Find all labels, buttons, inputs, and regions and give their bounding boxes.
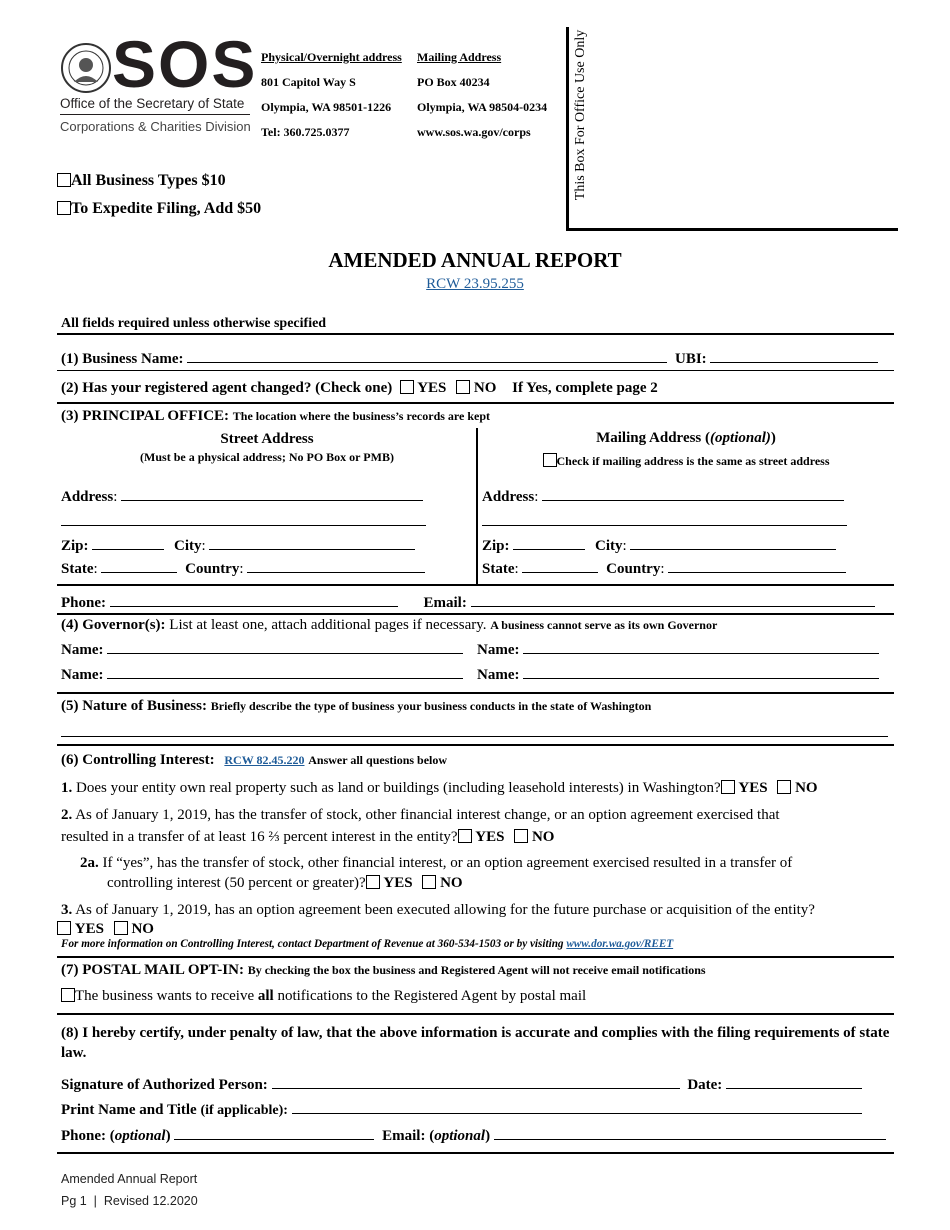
physical-address-block: [261, 45, 402, 145]
street-zip-field[interactable]: [92, 535, 164, 550]
agent-changed-row: (2) Has your registered agent changed? (Check one) YES NO If Yes, complete page 2: [61, 380, 658, 396]
office-contact-row: Phone: Email:: [61, 592, 875, 612]
fee-expedite: To Expedite Filing, Add $50: [57, 200, 261, 218]
rcw-link[interactable]: RCW 23.95.255: [426, 276, 524, 292]
street-country-field[interactable]: [247, 558, 425, 573]
q3-no-checkbox[interactable]: [114, 921, 128, 935]
sos-logo: [60, 27, 258, 138]
mailing-line3: www.sos.wa.gov/corps: [417, 125, 531, 139]
same-address-label: Check if mailing address is the same as street address: [556, 454, 830, 468]
governors-heading: (4) Governor(s): List at least one, attach additional pages if necessary. A business cannot serve as its own Governor: [61, 617, 718, 633]
state-seal-icon: [60, 42, 112, 94]
rcw-82-link[interactable]: RCW 82.45.220: [224, 753, 305, 767]
controlling-heading: (6) Controlling Interest: RCW 82.45.220 Answer all questions below: [61, 752, 448, 768]
street-note: (Must be a physical address; No PO Box or PMB): [140, 450, 394, 464]
governor-name-4[interactable]: [523, 664, 879, 679]
business-name-row: (1) Business Name: UBI:: [61, 348, 878, 368]
governor-name-1[interactable]: [107, 639, 463, 654]
footer-page: Pg 1 | Revised 12.2020: [61, 1194, 198, 1208]
mail-city-field[interactable]: [630, 535, 836, 550]
q2-yes-checkbox[interactable]: [458, 829, 472, 843]
business-name-field[interactable]: [187, 348, 667, 363]
expedite-checkbox[interactable]: [57, 201, 71, 215]
revenue-info: For more information on Controlling Interest, contact Department of Revenue at 360-534-1503 or by visiting www.dor.wa.gov/REET: [61, 938, 674, 950]
signer-phone-field[interactable]: [174, 1125, 374, 1140]
required-note: All fields required unless otherwise specified: [61, 316, 327, 331]
mailing-line2: Olympia, WA 98504-0234: [417, 100, 548, 114]
nature-of-business-field[interactable]: [61, 736, 888, 737]
question-1: 1. Does your entity own real property such as land or buildings (including leasehold interests) in Washington? YES NO: [61, 780, 818, 796]
mail-address-field[interactable]: [542, 486, 844, 501]
date-field[interactable]: [726, 1074, 862, 1089]
ubi-field[interactable]: [710, 348, 878, 363]
street-state-field[interactable]: [101, 558, 177, 573]
mailing-line1: PO Box 40234: [417, 75, 490, 89]
dor-reet-link[interactable]: www.dor.wa.gov/REET: [566, 938, 674, 950]
governor-name-2[interactable]: [523, 639, 879, 654]
contact-row: Phone: (optional) Email: (optional): [61, 1125, 886, 1145]
question-2a: 2a. If “yes”, has the transfer of stock, other financial interest, or an option agreement exercised resulted in a transfer of: [80, 855, 793, 871]
office-email-field[interactable]: [471, 592, 875, 607]
q2a-no-checkbox[interactable]: [422, 875, 436, 889]
office-use-box: [566, 27, 898, 231]
postal-optin-row: The business wants to receive all notifications to the Registered Agent by postal mail: [61, 988, 586, 1005]
mail-address-field-2[interactable]: [482, 525, 847, 526]
signature-field[interactable]: [272, 1074, 680, 1089]
office-phone-field[interactable]: [110, 592, 398, 607]
principal-office-heading: (3) PRINCIPAL OFFICE: The location where the business’s records are kept: [61, 408, 491, 424]
same-address-checkbox[interactable]: [543, 453, 557, 467]
division-name: Corporations & Charities Division: [60, 119, 251, 134]
street-title: Street Address: [220, 431, 314, 447]
postal-optin-heading: (7) POSTAL MAIL OPT-IN: By checking the box the business and Registered Agent will not receive email notifications: [61, 962, 706, 978]
governor-name-3[interactable]: [107, 664, 463, 679]
q3-yes-checkbox[interactable]: [57, 921, 71, 935]
mail-zip-field[interactable]: [513, 535, 585, 550]
agent-no-checkbox[interactable]: [456, 380, 470, 394]
q1-no-checkbox[interactable]: [777, 780, 791, 794]
question-2: 2. As of January 1, 2019, has the transfer of stock, other financial interest change, or an option agreement exercised that: [61, 807, 780, 823]
physical-line1: 801 Capitol Way S: [261, 75, 356, 89]
footer-doc-name: Amended Annual Report: [61, 1172, 198, 1186]
agent-yes-checkbox[interactable]: [400, 380, 414, 394]
certification-text: (8) I hereby certify, under penalty of law, that the above information is accurate and complies with the filing requirements of state law.: [61, 1025, 890, 1061]
street-address-field-2[interactable]: [61, 525, 426, 526]
all-types-checkbox[interactable]: [57, 173, 71, 187]
mailing-heading: Mailing Address: [417, 50, 502, 64]
print-name-row: Print Name and Title (if applicable):: [61, 1099, 862, 1119]
nature-heading: (5) Nature of Business: Briefly describe the type of business your business conducts in the state of Washington: [61, 698, 652, 714]
postal-optin-checkbox[interactable]: [61, 988, 75, 1002]
office-name: Office of the Secretary of State: [60, 96, 245, 111]
fee-all-types: All Business Types $10: [57, 172, 226, 190]
print-name-field[interactable]: [292, 1099, 862, 1114]
physical-line2: Olympia, WA 98501-1226: [261, 100, 392, 114]
q2-no-checkbox[interactable]: [514, 829, 528, 843]
mail-state-field[interactable]: [522, 558, 598, 573]
signature-row: Signature of Authorized Person: Date:: [61, 1074, 862, 1094]
physical-line3: Tel: 360.725.0377: [261, 125, 350, 139]
page-title: AMENDED ANNUAL REPORT: [328, 248, 622, 272]
logo-wordmark: SOS: [112, 27, 258, 101]
q2a-yes-checkbox[interactable]: [366, 875, 380, 889]
street-address-field[interactable]: [121, 486, 423, 501]
question-3: 3. As of January 1, 2019, has an option agreement been executed allowing for the future purchase or acquisition of the entity?: [61, 902, 815, 918]
office-use-label: This Box For Office Use Only: [573, 29, 588, 201]
q1-yes-checkbox[interactable]: [721, 780, 735, 794]
mailing-address-block: [417, 45, 547, 145]
mail-title: Mailing Address: [596, 430, 702, 446]
signer-email-field[interactable]: [494, 1125, 886, 1140]
physical-heading: Physical/Overnight address: [261, 50, 402, 64]
street-city-field[interactable]: [209, 535, 415, 550]
mail-country-field[interactable]: [668, 558, 846, 573]
